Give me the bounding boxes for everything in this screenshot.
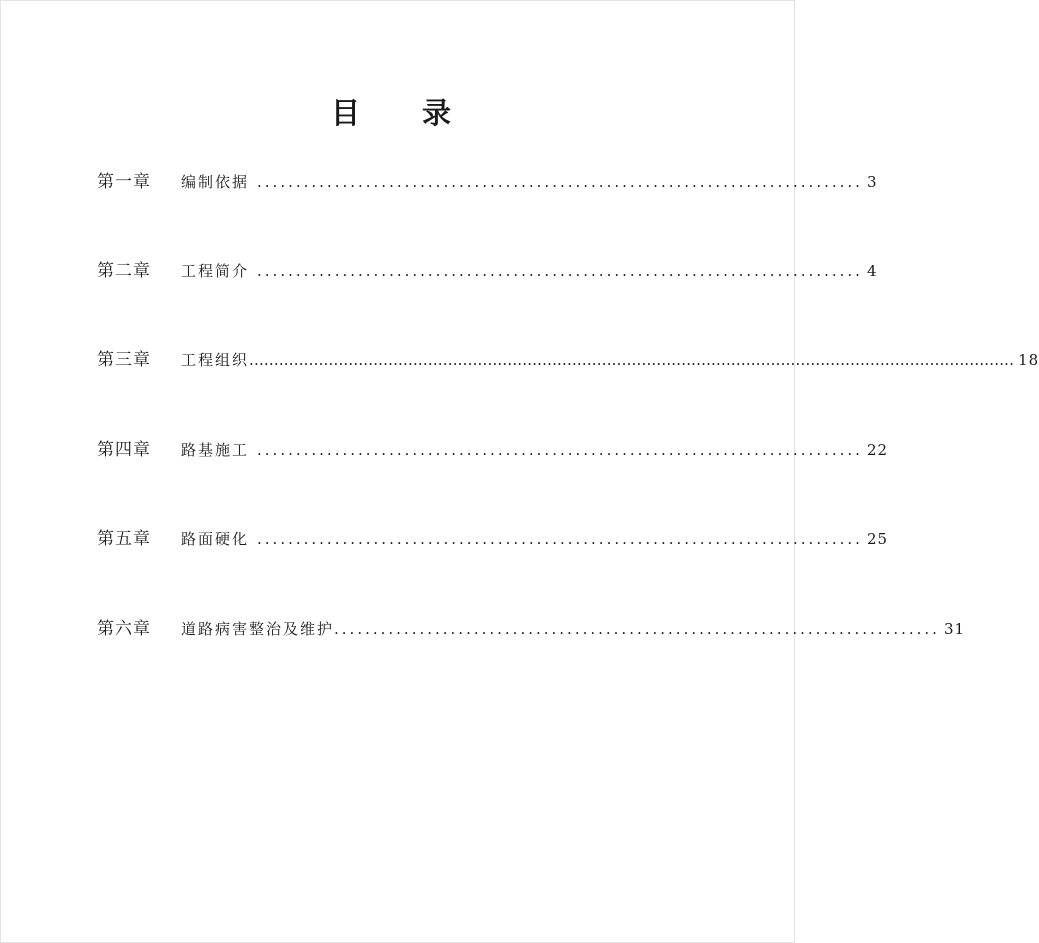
toc-entry-6[interactable] bbox=[97, 616, 966, 642]
toc-entry-5[interactable] bbox=[97, 526, 889, 552]
chapter-label: 第二章 bbox=[97, 261, 151, 281]
chapter-label: 第三章 bbox=[97, 350, 151, 370]
section-title: 工程简介 bbox=[181, 262, 250, 280]
dot-leader: .............................................................................. bbox=[334, 620, 940, 638]
section-title: 道路病害整治及维护 bbox=[181, 620, 335, 638]
toc-title: 目 录 bbox=[330, 96, 478, 130]
chapter-label: 第五章 bbox=[97, 529, 151, 549]
toc-entry-3[interactable] bbox=[97, 347, 1039, 373]
page-number: 4 bbox=[866, 262, 878, 280]
toc-entry-2[interactable] bbox=[97, 258, 878, 284]
page-number: 22 bbox=[866, 441, 889, 459]
page-number: 3 bbox=[866, 173, 878, 191]
section-title: 工程组织 bbox=[181, 351, 250, 369]
page-number: 18 bbox=[1018, 351, 1039, 369]
section-title: 路面硬化 bbox=[181, 530, 250, 548]
toc-entry-4[interactable] bbox=[97, 437, 889, 463]
dot-leader: .......................................................................................................................................................... bbox=[249, 351, 1015, 369]
toc-entry-1[interactable] bbox=[97, 169, 878, 195]
dot-leader: .............................................................................. bbox=[257, 262, 863, 280]
chapter-label: 第一章 bbox=[97, 172, 151, 192]
chapter-label: 第六章 bbox=[97, 619, 151, 639]
dot-leader: .............................................................................. bbox=[257, 530, 863, 548]
page-number: 31 bbox=[943, 620, 966, 638]
chapter-label: 第四章 bbox=[97, 440, 151, 460]
section-title: 路基施工 bbox=[181, 441, 250, 459]
dot-leader: .............................................................................. bbox=[257, 173, 863, 191]
page-number: 25 bbox=[866, 530, 889, 548]
section-title: 编制依据 bbox=[181, 173, 250, 191]
dot-leader: .............................................................................. bbox=[257, 441, 863, 459]
